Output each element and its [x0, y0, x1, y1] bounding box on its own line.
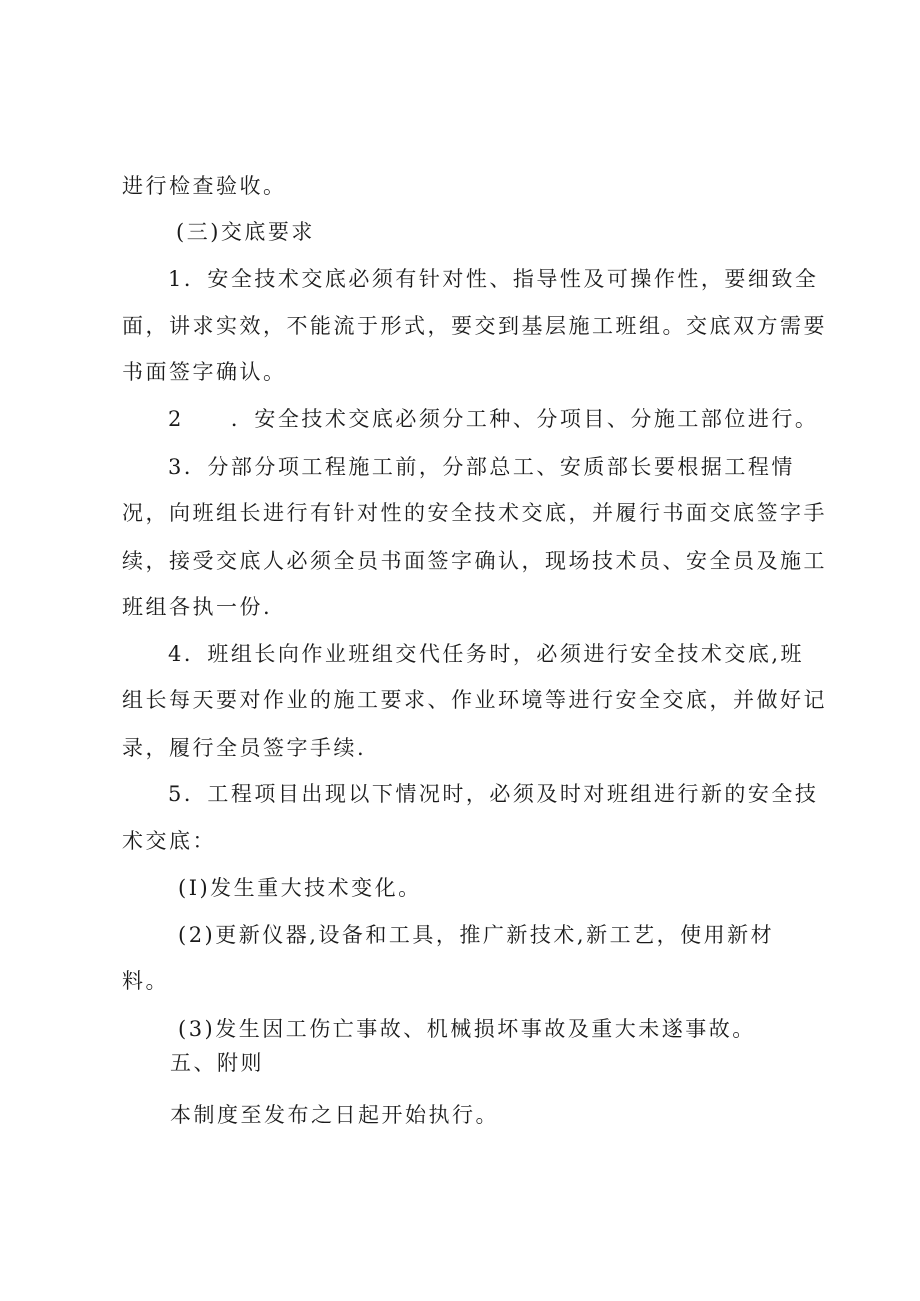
list-item-5-line-2: 术交底： [122, 829, 216, 853]
list-item-5-line-1: 5．工程项目出现以下情况时，必须及时对班组进行新的安全技 [168, 782, 819, 806]
list-item-4-line-3: 录，履行全员签字手续. [122, 736, 367, 760]
list-item-4-line-2: 组长每天要对作业的施工要求、作业环境等进行安全交底，并做好记 [122, 688, 827, 712]
section-heading: (三)交底要求 [176, 220, 315, 244]
text-line: 进行检查验收。 [122, 174, 287, 198]
sub-item-3: (3)发生因工伤亡事故、机械损坏事故及重大未遂事故。 [178, 1017, 756, 1041]
list-item-3-line-4: 班组各执一份. [122, 595, 273, 619]
list-item-4-line-1: 4．班组长向作业班组交代任务时，必须进行安全技术交底,班 [168, 642, 805, 666]
sub-item-1: (I)发生重大技术变化。 [178, 876, 422, 900]
sub-item-2-line-2: 料。 [122, 969, 169, 993]
sub-item-2-line-1: (2)更新仪器,设备和工具，推广新技术,新工艺，使用新材 [178, 923, 775, 947]
list-item-2: 2 ．安全技术交底必须分工种、分项目、分施工部位进行。 [168, 407, 819, 431]
list-item-1-line-2: 面，讲求实效，不能流于形式，要交到基层施工班组。交底双方需要 [122, 314, 827, 338]
list-item-1-line-3: 书面签字确认。 [122, 360, 287, 384]
list-item-1-line-1: 1．安全技术交底必须有针对性、指导性及可操作性，要细致全 [168, 267, 819, 291]
list-item-3-line-3: 续，接受交底人必须全员书面签字确认，现场技术员、安全员及施工 [122, 549, 827, 573]
list-item-3-line-1: 3．分部分项工程施工前，分部总工、安质部长要根据工程情 [168, 455, 795, 479]
closing-text: 本制度至发布之日起开始执行。 [170, 1103, 499, 1127]
list-item-3-line-2: 况，向班组长进行有针对性的安全技术交底，并履行书面交底签字手 [122, 501, 827, 525]
chapter-heading: 五、附则 [170, 1051, 264, 1075]
